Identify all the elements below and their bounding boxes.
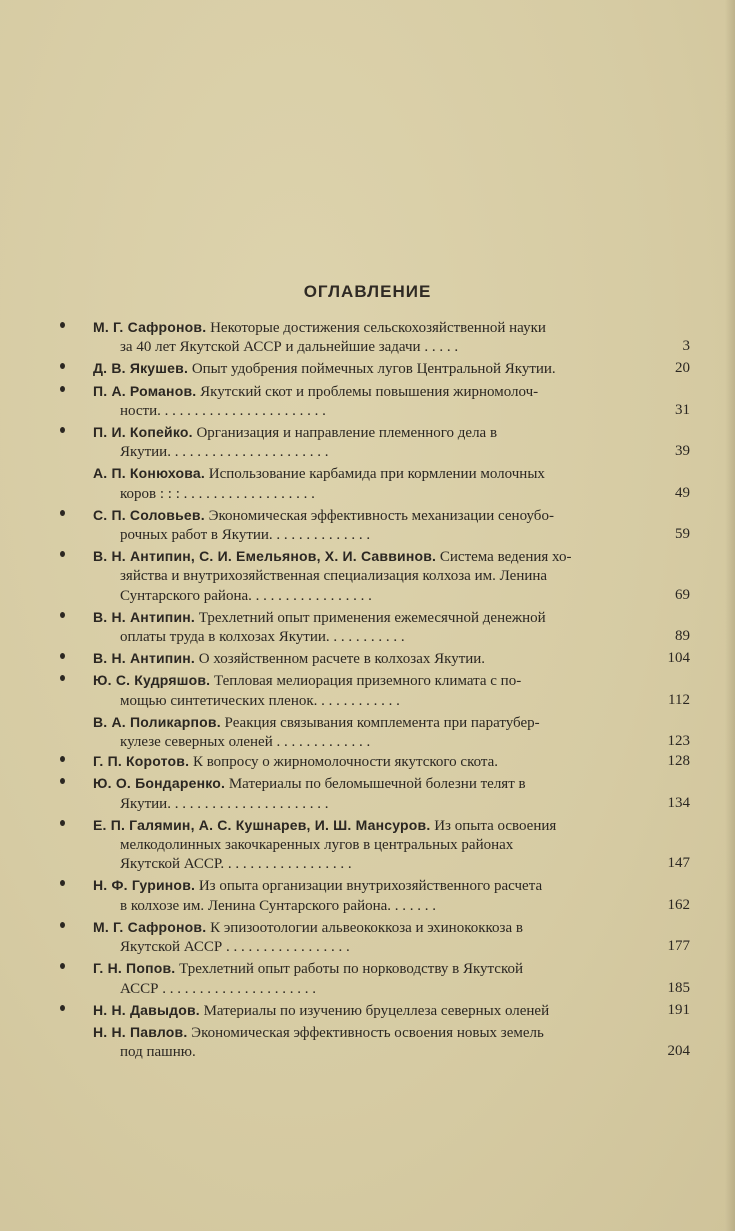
toc-entry-line bbox=[93, 918, 658, 938]
toc-title-text: Якутской АССР. . . . . . . . . . . . . . . . . . bbox=[120, 856, 352, 873]
toc-author: С. П. Соловьев. bbox=[93, 506, 205, 523]
toc-author: Г. Н. Попов. bbox=[93, 960, 176, 977]
toc-page-number: 123 bbox=[667, 733, 690, 750]
toc-title-text: Трехлетний опыт применения ежемесячной денежной bbox=[198, 609, 546, 626]
toc-title-text: в колхозе им. Ленина Сунтарского района. . . . . . . bbox=[120, 897, 437, 914]
toc-title-text: под пашню. bbox=[120, 1044, 196, 1061]
toc-entry-line bbox=[93, 506, 658, 526]
toc-entry bbox=[60, 774, 690, 813]
toc-entry-line bbox=[93, 836, 658, 855]
toc-page-number: 112 bbox=[668, 691, 690, 708]
toc-entry bbox=[60, 1023, 690, 1062]
toc-title-text: К вопросу о жирномолочности якутского скота. bbox=[192, 754, 499, 771]
toc-page-number: 89 bbox=[675, 628, 690, 645]
toc-entry-line bbox=[93, 628, 658, 647]
margin-mark bbox=[60, 756, 65, 762]
toc-page-number: 39 bbox=[675, 443, 690, 460]
toc-entry bbox=[60, 318, 690, 357]
margin-mark bbox=[60, 963, 65, 969]
toc-title-text: ности. . . . . . . . . . . . . . . . . . . . . . . bbox=[120, 402, 326, 419]
toc-entry-line bbox=[93, 795, 658, 814]
toc-title-text: Якутской АССР . . . . . . . . . . . . . . . . . bbox=[120, 939, 350, 956]
toc-entry-line bbox=[93, 608, 658, 628]
toc-title-text: Экономическая эффективность механизации сеноубо- bbox=[208, 507, 554, 524]
toc-entry bbox=[60, 1001, 690, 1021]
toc-entry-line bbox=[93, 876, 658, 896]
toc-entry-line bbox=[93, 816, 658, 836]
toc-entry-line bbox=[93, 382, 658, 402]
toc-title-text: оплаты труда в колхозах Якутии. . . . . . . . . . . bbox=[120, 629, 405, 646]
margin-mark bbox=[60, 675, 65, 681]
toc-entry-line bbox=[93, 938, 658, 957]
toc-author: Н. Н. Давыдов. bbox=[93, 1001, 200, 1018]
toc-author: М. Г. Сафронов. bbox=[93, 918, 207, 935]
toc-author: Е. П. Галямин, А. С. Кушнарев, И. Ш. Мансуров. bbox=[93, 816, 431, 833]
toc-author: Н. Ф. Гуринов. bbox=[93, 877, 196, 894]
toc-title-text: рочных работ в Якутии. . . . . . . . . . . . . . bbox=[120, 527, 371, 544]
margin-mark bbox=[60, 880, 65, 886]
toc-title-text: Тепловая мелиорация приземного климата с по- bbox=[213, 673, 522, 690]
toc-page-number: 191 bbox=[667, 1001, 690, 1018]
toc-entry-line bbox=[93, 359, 658, 379]
toc-entry-line bbox=[93, 1001, 658, 1021]
toc-author: Г. П. Коротов. bbox=[93, 753, 190, 770]
toc-entry-line bbox=[93, 567, 658, 586]
toc-title-text: Из опыта освоения bbox=[434, 817, 557, 834]
toc-page-number: 128 bbox=[667, 753, 690, 770]
toc-page-number: 59 bbox=[675, 526, 690, 543]
toc-entry-line bbox=[93, 526, 658, 545]
margin-mark bbox=[60, 510, 65, 516]
toc-entry-line bbox=[93, 587, 658, 606]
toc-author: П. И. Копейко. bbox=[93, 424, 193, 441]
toc-entry-line bbox=[93, 692, 658, 711]
toc-title-text: Реакция связывания комплемента при паратубер- bbox=[224, 714, 540, 731]
toc-title-text: мощью синтетических пленок. . . . . . . . . . . . bbox=[120, 692, 400, 709]
toc-entry-line bbox=[93, 752, 658, 772]
toc-entry-line bbox=[93, 423, 658, 443]
toc-entry bbox=[60, 649, 690, 669]
toc-entry-line bbox=[93, 855, 658, 874]
toc-author: Д. В. Якушев. bbox=[93, 360, 189, 377]
toc-entry-line bbox=[93, 897, 658, 916]
toc-page-number: 162 bbox=[667, 896, 690, 913]
toc-title-text: мелкодолинных закочкаренных лугов в центральных районах bbox=[120, 837, 514, 854]
toc-page-number: 177 bbox=[667, 938, 690, 955]
toc-entry bbox=[60, 752, 690, 772]
toc-title-text: зяйства и внутрихозяйственная специализация колхоза им. Ленина bbox=[120, 568, 548, 585]
margin-mark bbox=[60, 778, 65, 784]
toc-entry-line bbox=[93, 464, 658, 484]
toc-heading: ОГЛАВЛЕНИЕ bbox=[303, 282, 432, 301]
toc-title-text: Материалы по беломышечной болезни телят в bbox=[228, 776, 526, 793]
margin-mark bbox=[60, 653, 65, 659]
toc-entry bbox=[60, 918, 690, 957]
toc-author: В. Н. Антипин, С. И. Емельянов, Х. И. Саввинов. bbox=[93, 548, 437, 565]
margin-mark bbox=[60, 1005, 65, 1011]
toc-entry bbox=[60, 423, 690, 462]
toc-entry-line bbox=[93, 1043, 658, 1062]
toc-entry-line bbox=[93, 774, 658, 794]
toc-title-text: Использование карбамида при кормлении молочных bbox=[208, 466, 545, 483]
toc-author: В. А. Поликарпов. bbox=[93, 713, 221, 730]
toc-author: Н. Н. Павлов. bbox=[93, 1023, 188, 1040]
toc-page-number: 104 bbox=[667, 650, 690, 667]
toc-entry bbox=[60, 713, 690, 752]
page-edge-shadow bbox=[725, 0, 735, 1231]
toc-entry bbox=[60, 359, 690, 379]
toc-title-text: Материалы по изучению бруцеллеза северных оленей bbox=[203, 1002, 550, 1019]
toc-entry-line bbox=[93, 980, 658, 999]
toc-title-text: Трехлетний опыт работы по норководству в Якутской bbox=[179, 961, 523, 978]
toc-entry-line bbox=[93, 649, 658, 669]
toc-entry-line bbox=[93, 485, 658, 504]
toc-entry bbox=[60, 671, 690, 710]
toc-entry-line bbox=[93, 318, 658, 338]
toc-page-number: 147 bbox=[667, 855, 690, 872]
toc-title-text: Якутии. . . . . . . . . . . . . . . . . . . . . . bbox=[120, 444, 329, 461]
toc-page-number: 134 bbox=[667, 794, 690, 811]
toc-page-number: 49 bbox=[675, 484, 690, 501]
margin-mark bbox=[60, 922, 65, 928]
toc-page-number: 31 bbox=[675, 401, 690, 418]
toc-author: В. Н. Антипин. bbox=[93, 650, 196, 667]
toc-title-text: Из опыта организации внутрихозяйственного расчета bbox=[198, 878, 543, 895]
margin-mark bbox=[60, 612, 65, 618]
toc-entry-line bbox=[93, 959, 658, 979]
toc-title-text: кулезе северных оленей . . . . . . . . . . . . . bbox=[120, 734, 371, 751]
toc-title-text: О хозяйственном расчете в колхозах Якутии. bbox=[198, 651, 486, 668]
toc-page-number: 204 bbox=[667, 1043, 690, 1060]
margin-mark bbox=[60, 427, 65, 433]
table-of-contents bbox=[60, 318, 690, 1062]
toc-title-text: Сунтарского района. . . . . . . . . . . . . . . . . bbox=[120, 587, 372, 604]
toc-title-text: Якутский скот и проблемы повышения жирномолоч- bbox=[200, 383, 539, 400]
margin-mark bbox=[60, 322, 65, 328]
toc-page-number: 185 bbox=[667, 979, 690, 996]
toc-title-text: Опыт удобрения поймечных лугов Центральной Якутии. bbox=[191, 361, 556, 378]
toc-entry bbox=[60, 506, 690, 545]
toc-page-number: 3 bbox=[682, 338, 690, 355]
toc-author: Ю. О. Бондаренко. bbox=[93, 775, 226, 792]
margin-mark bbox=[60, 363, 65, 369]
toc-author: Ю. С. Кудряшов. bbox=[93, 672, 211, 689]
toc-entry bbox=[60, 876, 690, 915]
toc-entry bbox=[60, 816, 690, 875]
toc-title-text: Якутии. . . . . . . . . . . . . . . . . . . . . . bbox=[120, 795, 329, 812]
toc-entry bbox=[60, 608, 690, 647]
toc-entry bbox=[60, 547, 690, 606]
toc-entry bbox=[60, 464, 690, 503]
toc-entry bbox=[60, 382, 690, 421]
toc-title-text: К эпизоотологии альвеококкоза и эхинококкоза в bbox=[210, 919, 523, 936]
margin-mark bbox=[60, 551, 65, 557]
toc-page-number: 69 bbox=[675, 586, 690, 603]
margin-mark bbox=[60, 386, 65, 392]
toc-entry bbox=[60, 959, 690, 998]
toc-title-text: за 40 лет Якутской АССР и дальнейшие задачи . . . . . bbox=[120, 339, 459, 356]
toc-title-text: Некоторые достижения сельскохозяйственной науки bbox=[210, 320, 546, 336]
toc-title-text: Экономическая эффективность освоения новых земель bbox=[191, 1024, 544, 1041]
toc-title-text: АССР . . . . . . . . . . . . . . . . . . . . . bbox=[120, 980, 316, 997]
toc-entry-line bbox=[93, 1023, 658, 1043]
toc-title-text: Система ведения хо- bbox=[439, 549, 572, 566]
toc-entry-line bbox=[93, 443, 658, 462]
toc-page-number: 20 bbox=[675, 360, 690, 377]
toc-author: В. Н. Антипин. bbox=[93, 608, 196, 625]
toc-entry-line bbox=[93, 402, 658, 421]
toc-author: П. А. Романов. bbox=[93, 382, 197, 399]
toc-entry-line bbox=[93, 733, 658, 752]
toc-entry-line bbox=[93, 338, 658, 357]
toc-entry-line bbox=[93, 713, 658, 733]
toc-title-text: Организация и направление племенного дела в bbox=[196, 425, 498, 442]
margin-mark bbox=[60, 820, 65, 826]
toc-entry-line bbox=[93, 547, 658, 567]
toc-author: А. П. Конюхова. bbox=[93, 465, 205, 482]
toc-author: М. Г. Сафронов. bbox=[93, 319, 207, 335]
toc-entry-line bbox=[93, 671, 658, 691]
toc-title-text: коров : : : . . . . . . . . . . . . . . . . . . bbox=[120, 485, 315, 502]
